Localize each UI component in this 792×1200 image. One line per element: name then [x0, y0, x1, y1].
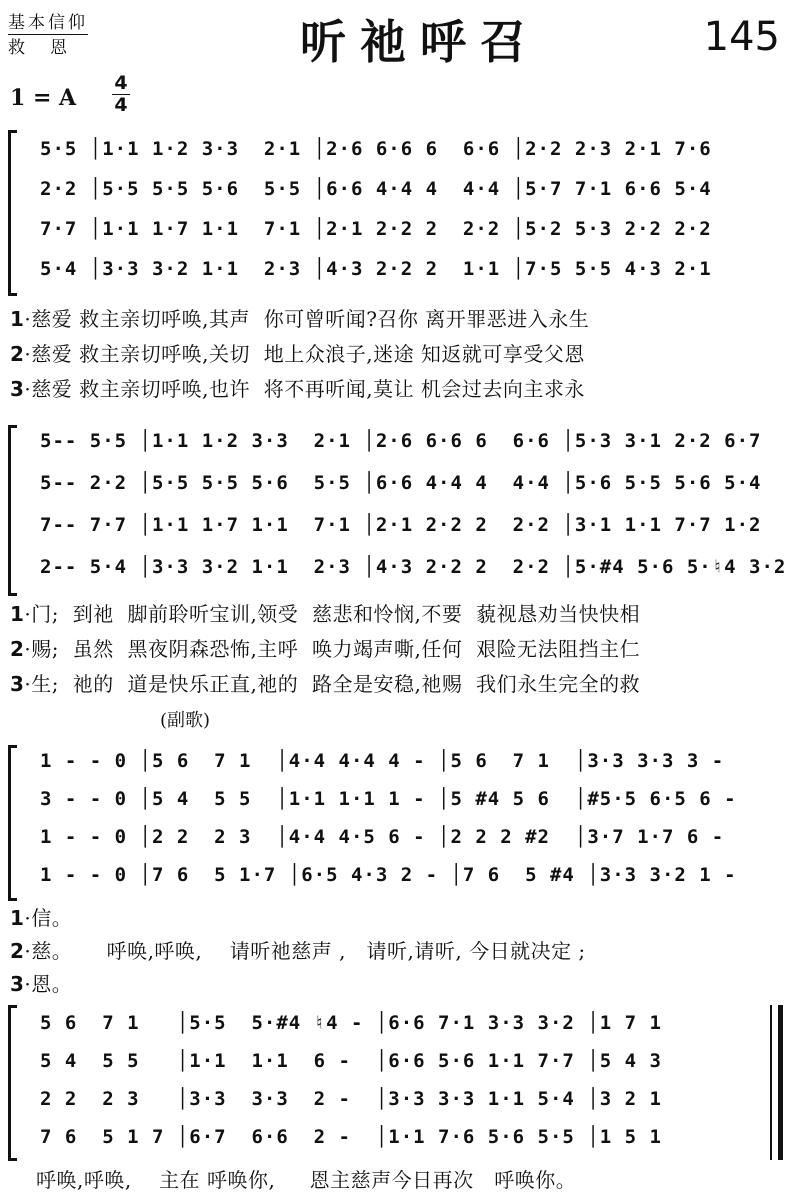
key-signature: 1 = A: [10, 85, 77, 111]
score-row-tenor: 7-- 7·7 │1·1 1·7 1·1 7·1 │2·1 2·2 2 2·2 │3·1 1·1 7·7 1·2: [40, 514, 762, 536]
score-row-alto: 2·2 │5·5 5·5 5·6 5·5 │6·6 4·4 4 4·4 │5·7 7·1 6·6 5·4: [40, 178, 712, 200]
system-brace: [8, 1005, 17, 1161]
score-row-bass: 7 6 5 1 7 │6·7 6·6 2 - │1·1 7·6 5·6 5·5 │1 5 1: [40, 1126, 662, 1148]
lyric-line: 2·慈爱 救主亲切呼唤,关切 地上众浪子,迷途 知返就可享受父恩: [10, 342, 585, 366]
score-row-soprano: 5·5 │1·1 1·2 3·3 2·1 │2·6 6·6 6 6·6 │2·2 2·3 2·1 7·6: [40, 138, 712, 160]
lyric-line: 1·慈爱 救主亲切呼唤,其声 你可曾听闻?召你 离开罪恶进入永生: [10, 307, 590, 331]
lyric-line: 3·生; 祂的 道是快乐正直,祂的 路全是安稳,祂赐 我们永生完全的救: [10, 672, 641, 696]
lyric-line: 2·慈。 呼唤,呼唤, 请听祂慈声 , 请听,请听, 今日就决定 ;: [10, 939, 586, 963]
score-row-alto: 5 4 5 5 │1·1 1·1 6 - │6·6 5·6 1·1 7·7 │5 4 3: [40, 1050, 662, 1072]
score-row-bass: 1 - - 0 │7 6 5 1·7 │6·5 4·3 2 - │7 6 5 #4 │3·3 3·2 1 -: [40, 864, 737, 886]
time-signature: 4 4: [112, 74, 130, 115]
lyric-line: 1·门; 到祂 脚前聆听宝训,领受 慈悲和怜悯,不要 藐视恳劝当快快相: [10, 602, 641, 626]
subcategory-label: 救 恩: [8, 38, 70, 58]
score-row-soprano: 5 6 7 1 │5·5 5·#4 ♮4 - │6·6 7·1 3·3 3·2 │1 7 1: [40, 1012, 662, 1034]
score-row-alto: 5-- 2·2 │5·5 5·5 5·6 5·5 │6·6 4·4 4 4·4 │5·6 5·5 5·6 5·4: [40, 472, 762, 494]
score-row-tenor: 1 - - 0 │2 2 2 3 │4·4 4·5 6 - │2 2 2 #2 │3·7 1·7 6 -: [40, 826, 725, 848]
score-row-bass: 5·4 │3·3 3·2 1·1 2·3 │4·3 2·2 2 1·1 │7·5 5·5 4·3 2·1: [40, 258, 712, 280]
hymn-title: 听祂呼召: [300, 15, 540, 69]
score-row-tenor: 2 2 2 3 │3·3 3·3 2 - │3·3 3·3 1·1 5·4 │3 2 1: [40, 1088, 662, 1110]
system-brace: [8, 745, 17, 901]
system-brace: [8, 425, 17, 596]
category-label: 基本信仰: [8, 13, 88, 33]
final-barline-thick: [778, 1005, 783, 1160]
lyric-line: 呼唤,呼唤, 主在 呼唤你, 恩主慈声今日再次 呼唤你。: [36, 1168, 577, 1192]
score-row-soprano: 5-- 5·5 │1·1 1·2 3·3 2·1 │2·6 6·6 6 6·6 │5·3 3·1 2·2 6·7: [40, 430, 762, 452]
lyric-line: 2·赐; 虽然 黑夜阴森恐怖,主呼 唤力竭声嘶,任何 艰险无法阻挡主仁: [10, 637, 641, 661]
lyric-line: 3·慈爱 救主亲切呼唤,也许 将不再听闻,莫让 机会过去向主求永: [10, 377, 585, 401]
score-row-tenor: 7·7 │1·1 1·7 1·1 7·1 │2·1 2·2 2 2·2 │5·2 5·3 2·2 2·2: [40, 218, 712, 240]
score-row-bass: 2-- 5·4 │3·3 3·2 1·1 2·3 │4·3 2·2 2 2·2 │5·#4 5·6 5·♮4 3·2: [40, 556, 787, 578]
final-barline-thin: [770, 1005, 772, 1160]
lyric-line: 3·恩。: [10, 972, 73, 996]
score-row-soprano: 1 - - 0 │5 6 7 1 │4·4 4·4 4 - │5 6 7 1 │3·3 3·3 3 -: [40, 750, 725, 772]
system-brace: [8, 130, 17, 296]
hymn-number: 145: [703, 14, 780, 60]
score-row-alto: 3 - - 0 │5 4 5 5 │1·1 1·1 1 - │5 #4 5 6 │#5·5 6·5 6 -: [40, 788, 737, 810]
lyric-line: 1·信。: [10, 906, 73, 930]
chorus-label: (副歌): [160, 710, 211, 731]
